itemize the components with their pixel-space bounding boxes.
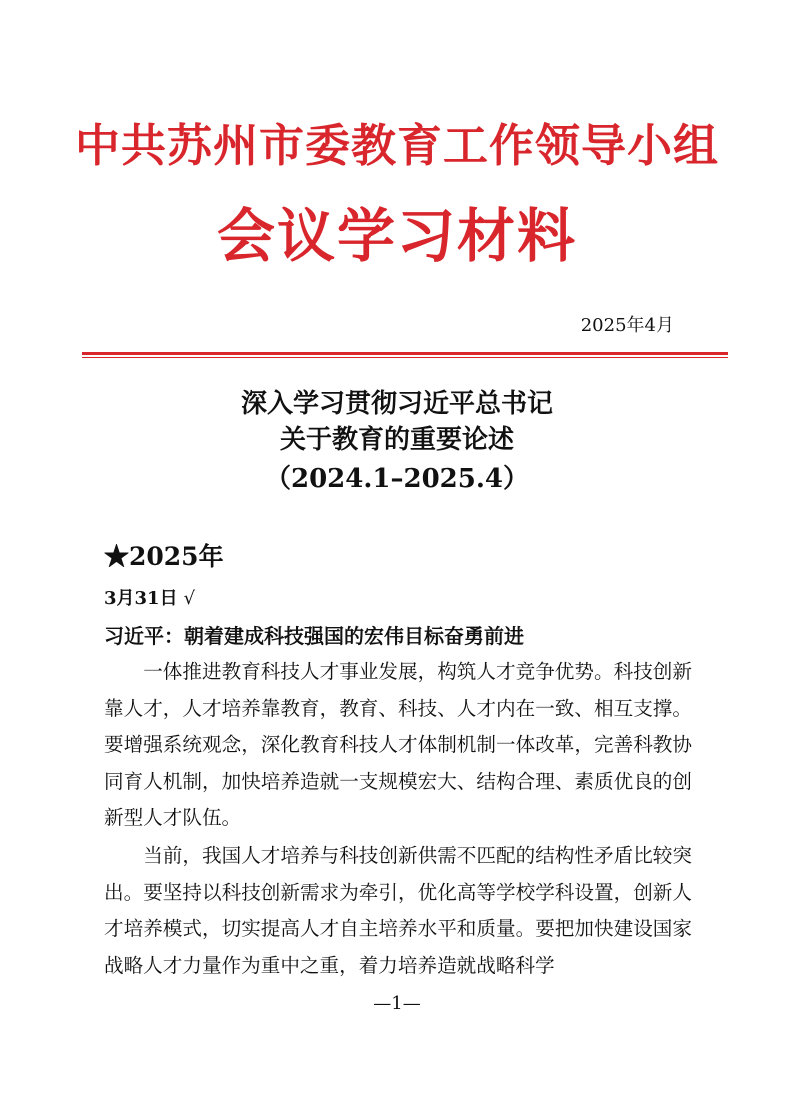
entry-date-line: [104, 586, 195, 612]
red-divider-thick-line: [82, 352, 728, 355]
body-paragraph: 当前，我国人才培养与科技创新供需不匹配的结构性矛盾比较突出。要坚持以科技创新需求为牵引，优化高等学校学科设置，创新人才培养模式，切实提高人才自主培养水平和质量。要把加快建设国家战略人才力量作为重中之重，着力培养造就战略科学: [104, 844, 692, 977]
issue-date: 2025年4月: [580, 315, 674, 336]
red-divider-thin-line: [82, 357, 728, 358]
main-title-line2: 关于教育的重要论述: [279, 425, 514, 455]
check-mark-icon: √: [183, 588, 196, 609]
body-paragraph: 一体推进教育科技人才事业发展，构筑人才竞争优势。科技创新靠人才，人才培养靠教育，教育、科技、人才内在一致、相互支撑。要增强系统观念，深化教育科技人才体制机制一体改革，完善科教协同育人机制，加快培养造就一支规模宏大、结构合理、素质优良的创新型人才队伍。: [104, 660, 692, 829]
page-number: —1—: [373, 993, 421, 1014]
main-title-line1: 深入学习贯彻习近平总书记: [240, 389, 553, 419]
main-title-date-range: （2024.1–2025.4）: [264, 464, 529, 494]
document-header-organization: 中共苏州市委教育工作领导小组: [74, 119, 719, 172]
document-header-material-title: 会议学习材料: [216, 202, 577, 270]
year-heading: ★2025年: [104, 542, 224, 571]
red-divider-rule: [82, 352, 728, 358]
entry-date: 3月31日: [104, 588, 178, 609]
article-heading: 习近平：朝着建成科技强国的宏伟目标奋勇前进: [104, 624, 524, 648]
